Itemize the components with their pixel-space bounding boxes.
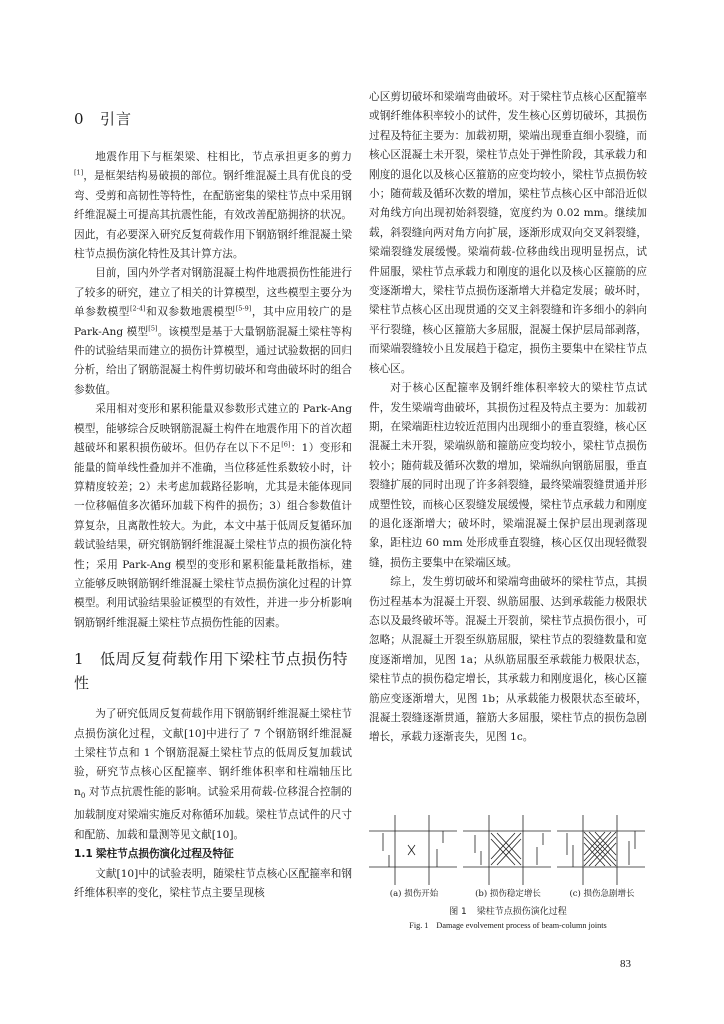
figure-panel-c [557, 815, 645, 885]
figure-caption-en [369, 921, 647, 930]
figure-title-cn: 梁柱节点损伤演化过程 [476, 907, 567, 917]
right-paragraph-3: 综上，发生剪切破坏和梁端弯曲破坏的梁柱节点，其损伤过程基本为混凝土开裂、纵筋屈服、达到承载能力极限状态以及最终破坏等。混凝土开裂前，梁柱节点损伤很小，可忽略；从混凝土开裂至纵筋屈服，梁柱节点的裂缝数量和宽度逐渐增加，见图 1a；从纵筋屈服至承载能力极限状态，梁柱节点的损伤稳定增长，其承载力和刚度退化，核心区箍筋应变逐渐增大，见图 1b；从承载能力极限状态至破坏，混凝土裂缝逐渐贯通，箍筋大多屈服，梁柱节点的损伤急剧增长，承载力逐渐丧失，见图 1c。 [369, 576, 647, 744]
intro-paragraph-2: 目前，国内外学者对钢筋混凝土构件地震损伤性能进行了较多的研究，建立了相关的计算模型，这些模型主要分为单参数模型[2-4]和双参数地震模型[5-9]，其中应用较广的是 Park-Ang 模型[5]。该模型是基于大量钢筋混凝土梁柱等构件的试验结果而建立的损伤计算模型，通过试验数据的回归分析，给出了钢筋混凝土构件剪切破坏和弯曲破坏时的组合参数值。 [74, 267, 353, 396]
intro-paragraph-1: 地震作用下与框架梁、柱相比，节点承担更多的剪力[1]，是框架结构易破损的部位。钢纤维混凝土具有优良的受弯、受剪和高韧性等特性，在配筋密集的梁柱节点中采用钢纤维混凝土可提高其抗震性能，有效改善配筋拥挤的状况。因此，有必要深入研究反复荷载作用下钢筋钢纤维混凝土梁柱节点损伤演化特性及其计算方法。 [74, 151, 352, 261]
citation: [5-9] [235, 304, 252, 313]
left-column [74, 108, 352, 903]
section-number: 1 [74, 650, 85, 669]
page-number: 83 [620, 958, 631, 970]
citation: [5] [148, 324, 158, 333]
subsection-heading-1-1 [74, 845, 352, 864]
figure-title-en: Damage evolvement process of beam-column joints [436, 921, 607, 930]
right-paragraph-1: 心区剪切破坏和梁端弯曲破坏。对于梁柱节点核心区配箍率或钢纤维体积率较小的试件，发生核心区剪切破坏，其损伤过程及特征主要为：加载初期，梁端出现垂直细小裂缝，而核心区混凝土未开裂，梁柱节点处于弹性阶段，其承载力和刚度的退化以及核心区箍筋的应变均较小，梁柱节点损伤较小；随荷载及循环次数的增加，梁柱节点核心区中部沿近似对角线方向出现初始斜裂缝，宽度约为 0.02 mm。继续加载，斜裂缝向两对角方向扩展，逐渐形成双向交叉斜裂缝，梁端裂缝发展缓慢。梁端荷载-位移曲线出现明显拐点，试件屈服，梁柱节点承载力和刚度的退化以及核心区箍筋的应变逐渐增大，梁柱节点损伤逐渐增大并稳定发展；破坏时，梁柱节点核心区出现贯通的交叉主斜裂缝和许多细小的斜向平行裂缝，核心区箍筋大多屈服，混凝土保护层局部剥落，而梁端裂缝较小且发展趋于稳定，损伤主要集中在梁柱节点核心区。 [369, 91, 647, 375]
joint-crack-drawing-b [463, 815, 551, 885]
figure-caption-cn [369, 904, 647, 917]
subsection-title: 梁柱节点损伤演化过程及特征 [96, 848, 234, 861]
section-title: 低周反复荷载作用下梁柱节点损伤特性 [74, 650, 349, 693]
section-heading-1 [74, 647, 352, 695]
subcaption-b: (b) 损伤稳定增长 [475, 889, 541, 899]
section-number: 0 [74, 110, 85, 128]
section1-paragraph-1: 为了研究低周反复荷载作用下钢筋钢纤维混凝土梁柱节点损伤演化过程，文献[10]中进行了 7 个钢筋钢纤维混凝土梁柱节点和 1 个钢筋混凝土梁柱节点的低周反复加载试验，研究节点核心区配箍率、钢纤维体积率和柱端轴压比 $n_0$ 对节点抗震性能的影响。试验采用荷载-位移混合控制的加载制度对梁端实施反对称循环加载。梁柱节点试件的尺寸和配筋、加载和量测等见文献[10]。 [74, 708, 352, 841]
intro-paragraph-3: 采用相对变形和累积能量双参数形式建立的 Park-Ang 模型，能够综合反映钢筋混凝土构件在地震作用下的首次超越破坏和累积损伤破坏。但仍存在以下不足[6]：1）变形和能量的简单线性叠加并不准确，当位移延性系数较小时，计算精度较差；2）未考虑加载路径影响，尤其是未能体现同一位移幅值多次循环加载下构件的损伤；3）组合参数值计算复杂，且离散性较大。为此，本文中基于低周反复循环加载试验结果，研究钢筋钢纤维混凝土梁柱节点的损伤演化特性；采用 Park-Ang 模型的变形和累积能量耗散指标，建立能够反映钢筋钢纤维混凝土梁柱节点损伤演化过程的计算模型。利用试验结果验证模型的有效性，并进一步分析影响钢筋钢纤维混凝土梁柱节点损伤性能的因素。 [74, 403, 352, 629]
citation: [1] [74, 168, 84, 177]
figure-1 [369, 815, 647, 930]
figure-panels [369, 815, 647, 885]
figure-subcaptions [369, 887, 647, 903]
citation: [6] [281, 440, 291, 449]
section-title: 引言 [100, 110, 133, 128]
figure-panel-a [369, 815, 457, 885]
figure-number-en: Fig. 1 [409, 921, 429, 930]
subcaption-c: (c) 损伤急剧增长 [569, 889, 635, 899]
section-heading-introduction [74, 108, 352, 130]
figure-number-cn: 图 1 [449, 907, 467, 917]
subcaption-a: (a) 损伤开始 [389, 889, 439, 899]
subscript: 0 [80, 791, 86, 800]
right-paragraph-2: 对于核心区配箍率及钢纤维体积率较大的梁柱节点试件，发生梁端弯曲破坏，其损伤过程及特点主要为：加载初期，在梁端距柱边较近范围内出现细小的垂直裂缝，核心区混凝土未开裂，梁端纵筋和箍筋应变均较小，梁柱节点损伤较小；随荷载及循环次数的增加，梁端纵向钢筋屈服，垂直裂缝扩展的同时出现了许多斜裂缝，最终梁端裂缝贯通并形成塑性铰，而核心区裂缝发展缓慢，梁柱节点承载力和刚度的退化逐渐增大；破坏时，梁端混凝土保护层出现剥落现象，距柱边 60 mm 处形成垂直裂缝，核心区仅出现轻微裂缝，损伤主要集中在梁端区域。 [369, 382, 647, 569]
figure-panel-b [463, 815, 551, 885]
subsection-number: 1.1 [74, 848, 93, 861]
right-column [369, 88, 647, 748]
citation: [2-4] [129, 304, 146, 313]
joint-crack-drawing-c [557, 815, 645, 885]
subsection-paragraph-1: 文献[10]中的试验表明，随梁柱节点核心区配箍率和钢纤维体积率的变化，梁柱节点主要呈现核 [74, 867, 352, 899]
joint-crack-drawing-a [369, 815, 457, 885]
